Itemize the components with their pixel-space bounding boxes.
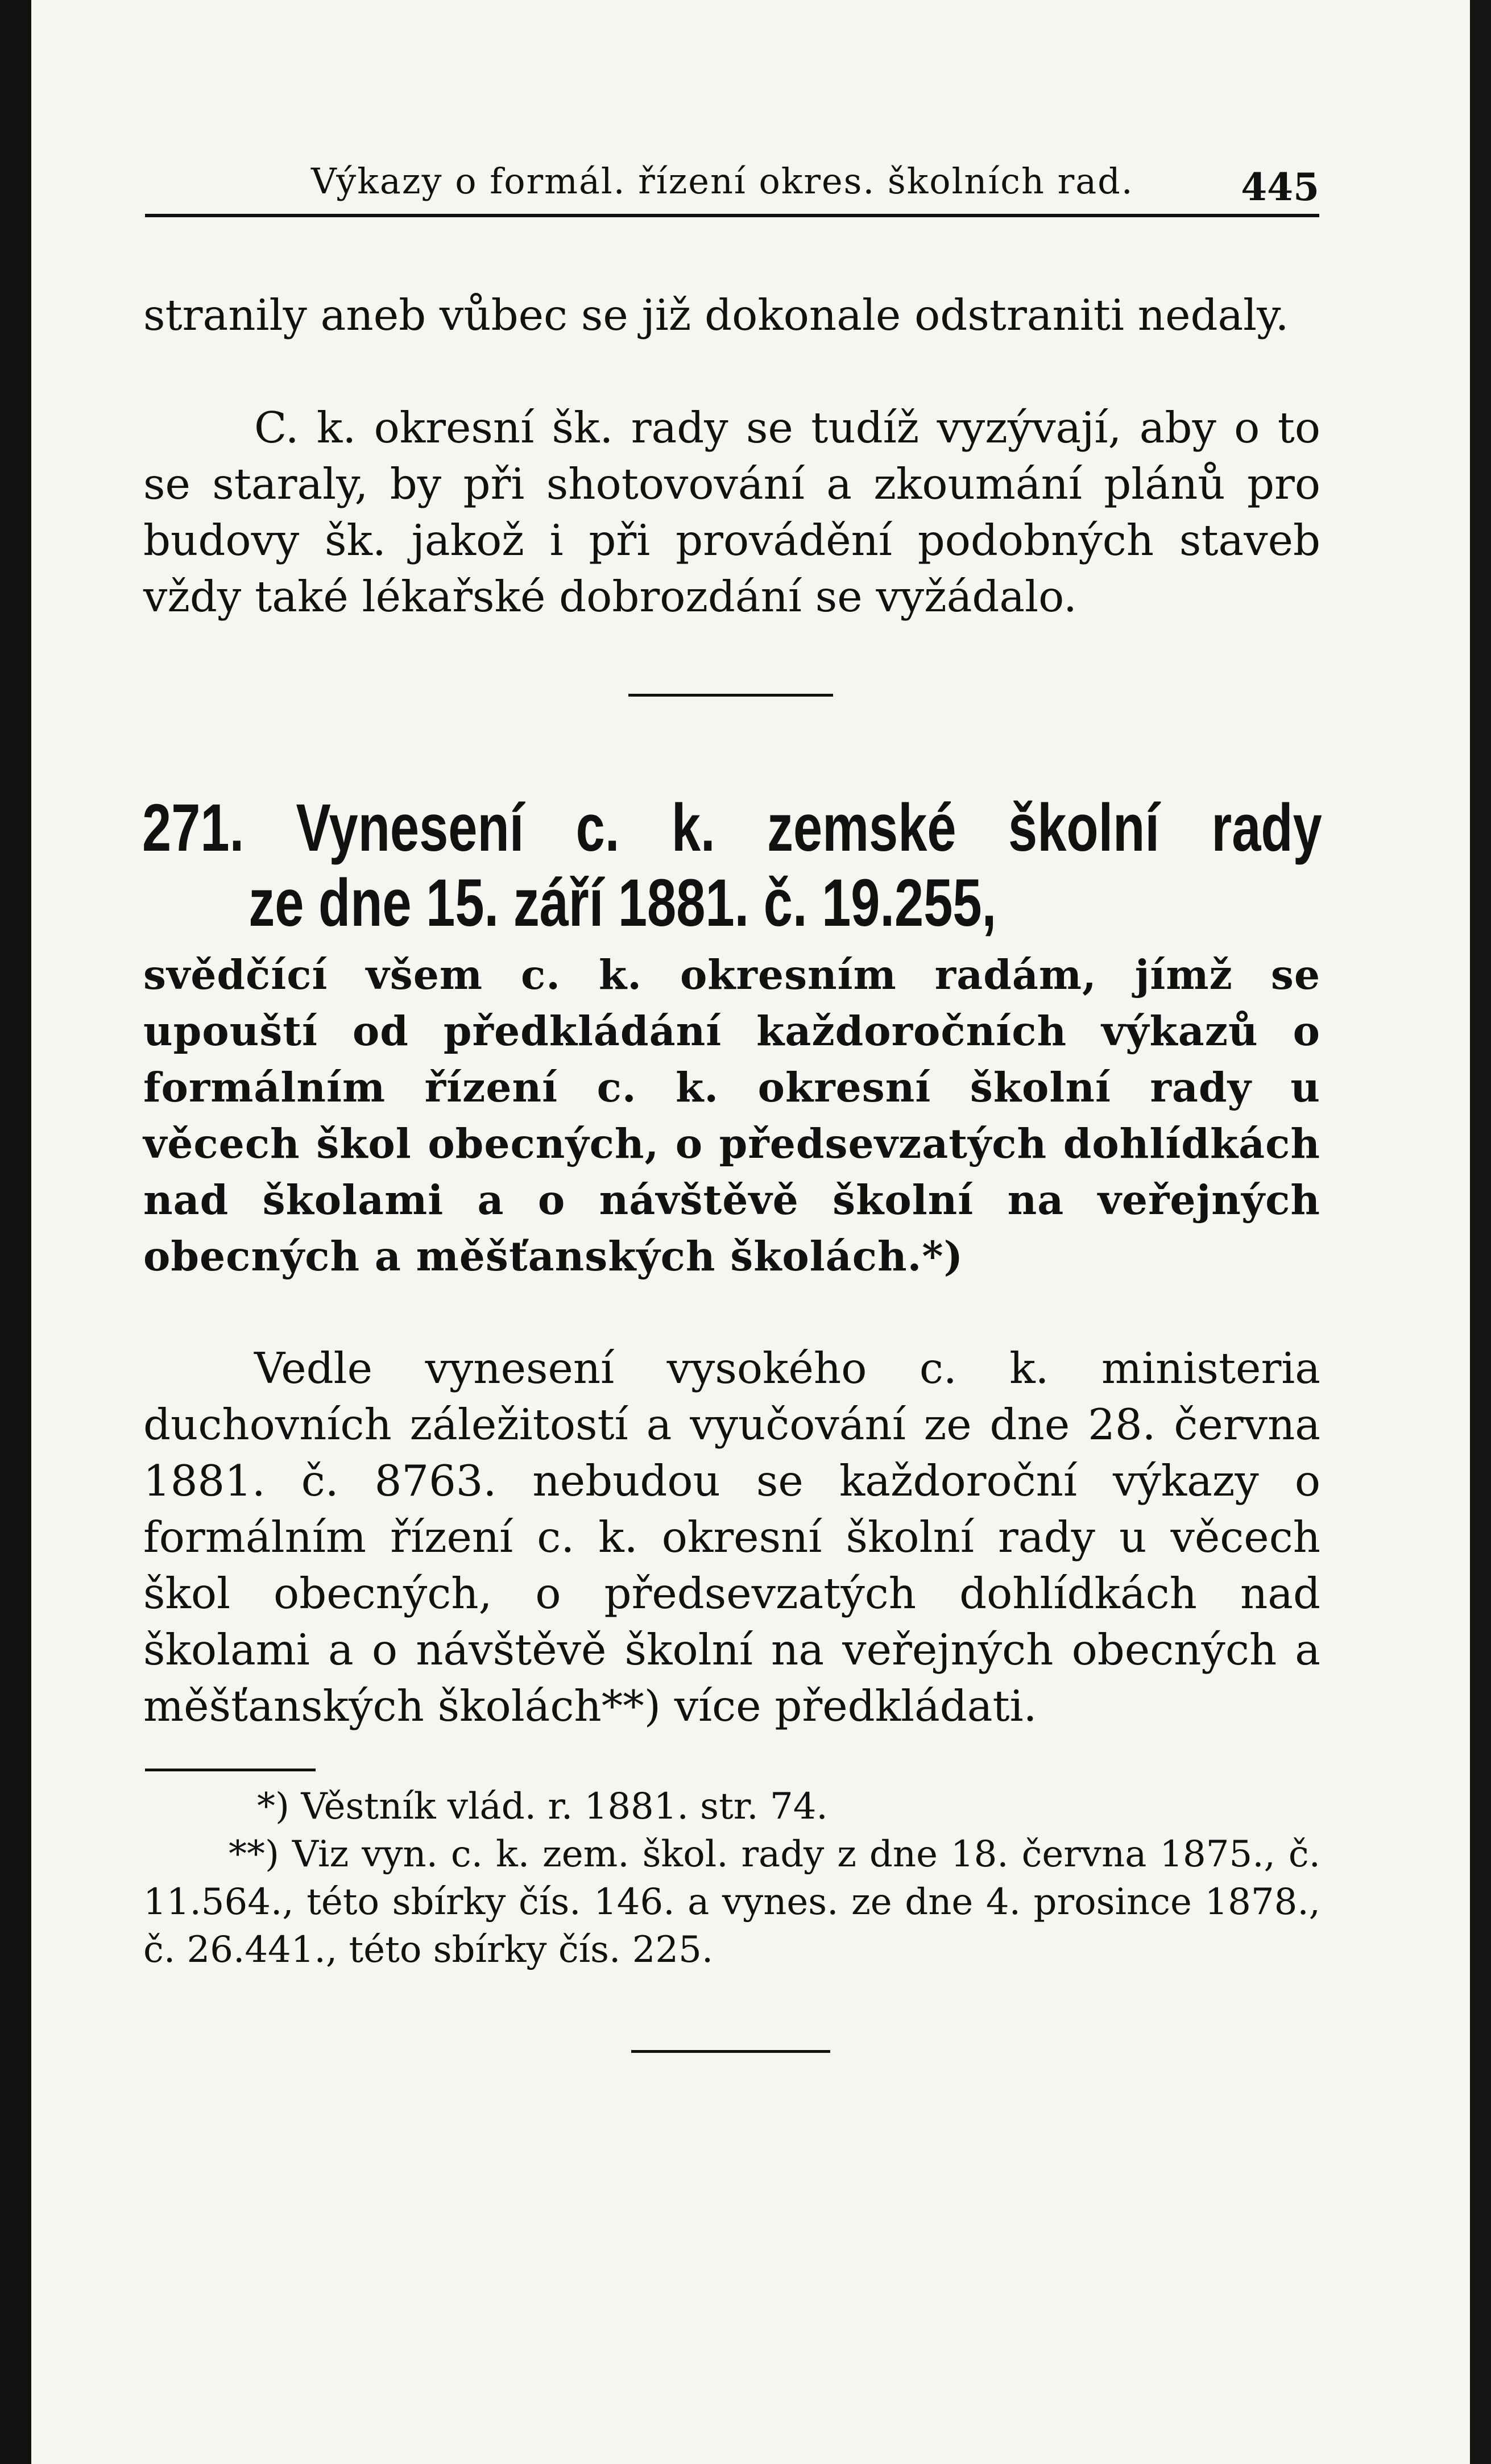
section-heading-line1: 271. Vynesení c. k. zemské školní rady xyxy=(142,790,1322,865)
section-summary: svědčící všem c. k. okresním radám, jímž se upouští od předkládání každoročních výkazů o formálním řízení c. k. okresní školní rady u věcech škol obecných, o předsevzatých dohlídkách nad školami a o návštěvě školní na veřejných obecných a měšťanských školách.*) xyxy=(143,951,1320,1280)
section-divider xyxy=(628,694,833,697)
footnote-rule xyxy=(145,1769,316,1771)
section-heading xyxy=(142,790,1322,941)
footnote-2: **) Viz vyn. c. k. zem. škol. rady z dne 18. června 1875., č. 11.564., této sbírky čís. 146. a vynes. ze dne 4. prosince 1878., č. 26.441., této sbírky čís. 225. xyxy=(143,1833,1320,1971)
end-divider xyxy=(631,2050,830,2053)
running-header-title: Výkazy o formál. řízení okres. školních rad. xyxy=(311,160,1134,202)
footnote-1: *) Věstník vlád. r. 1881. str. 74. xyxy=(257,1786,828,1828)
paragraph-continued: stranily aneb vůbec se již dokonale odstraniti nedaly. xyxy=(143,290,1289,340)
footnotes xyxy=(143,1783,1320,1974)
section-body-paragraph: Vedle vynesení vysokého c. k. ministeria duchovních záležitostí a vyučování ze dne 28. června 1881. č. 8763. nebudou se každoroční výkazy o formálním řízení c. k. okresní školní rady u věcech škol obecných, o předsevzatých dohlídkách nad školami a o návštěvě školní na veřejných obecných a měšťanských školách**) více předkládati. xyxy=(143,1343,1320,1731)
header-rule xyxy=(145,214,1319,217)
page-number: 445 xyxy=(1241,165,1319,209)
paragraph: C. k. okresní šk. rady se tudíž vyzývají, aby o to se staraly, by při shotovování a zkoumání plánů pro budovy šk. jakož i při provádění podobných staveb vždy také lékařské dobrozdání se vyžádalo. xyxy=(143,403,1320,622)
section-heading-line2: ze dne 15. září 1881. č. 19.255, xyxy=(248,865,997,941)
running-header xyxy=(145,154,1319,209)
scan-edge-left xyxy=(0,0,31,2464)
scan-edge-right xyxy=(1470,0,1491,2464)
